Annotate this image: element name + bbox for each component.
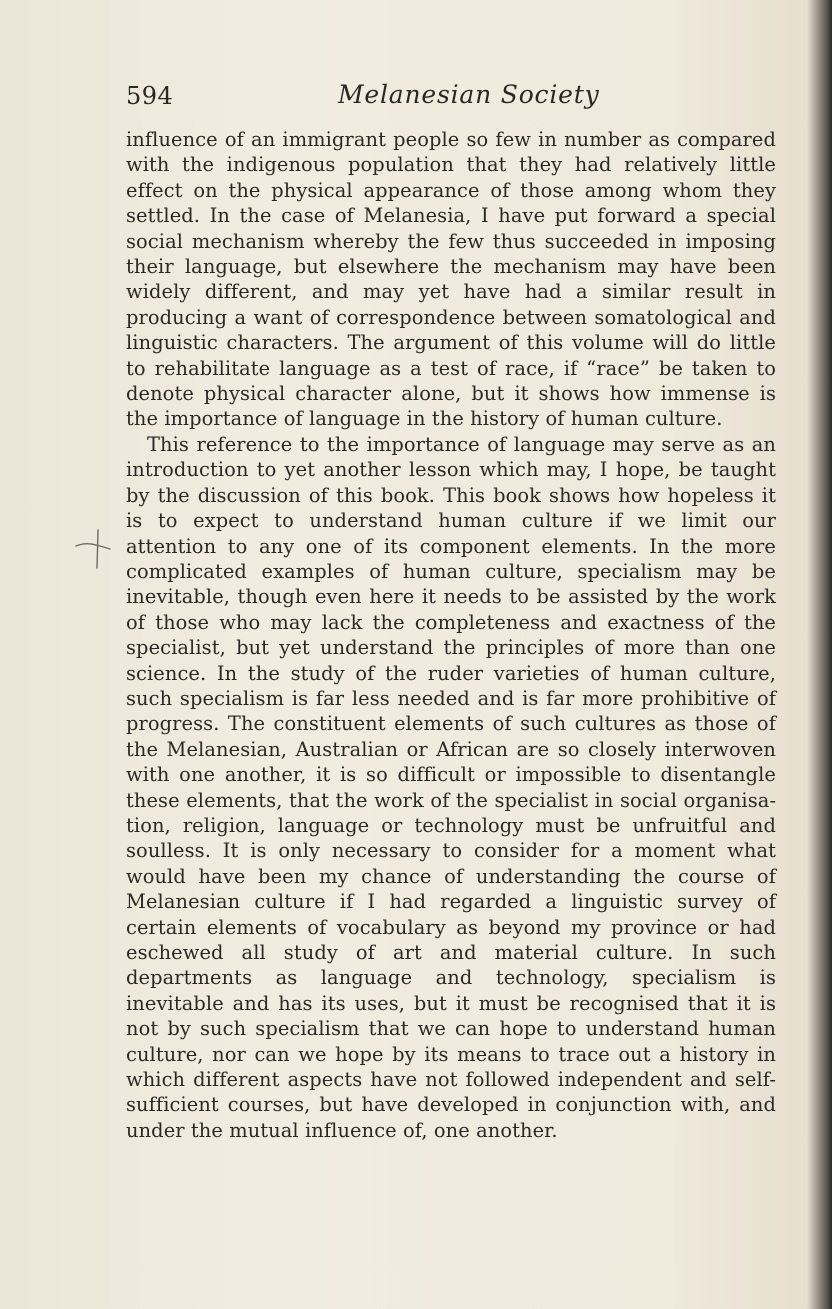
page-number: 594: [126, 82, 174, 110]
page-header: [126, 80, 776, 112]
paragraph-2: This reference to the importance of language may serve as an introduction to yet another lesson which may, I hope, be taught by the discussion of this book. This book shows how hopeless it is to expect to understand human culture if we limit our attention to any one of its component elements. In the more complicated examples of human culture, specialism may be inevitable, though even here it needs to be assisted by the work of those who may lack the completeness and exactness of the specialist, but yet understand the principles of more than one science. In the study of the ruder varieties of human culture, such specialism is far less needed and is far more prohibitive of progress. The constituent elements of such cultures as those of the Melanesian, Australian or African are so closely interwoven with one another, it is so difficult or impossible to disentangle these elements, that the work of the specialist in social organisation, religion, language or technology must be unfruitful and soulless. It is only necessary to consider for a moment what would have been my chance of understanding the course of Melanesian culture if I had regarded a linguistic survey of certain elements of vocabulary as beyond my province or had eschewed all study of art and material culture. In such departments as language and technology, specialism is inevitable and has its uses, but it must be recognised that it is not by such specialism that we can hope to understand human culture, nor can we hope by its means to trace out a history in which different aspects have not followed independent and self-sufficient courses, but have developed in conjunction with, and under the mutual influence of, one another.: [126, 432, 776, 1142]
pencil-cross-mark-icon: [72, 526, 112, 570]
running-head: Melanesian Society: [338, 80, 600, 109]
body-text: [126, 127, 776, 1143]
paragraph-1: influence of an immigrant people so few in number as compared with the indigenous population that they had relatively little effect on the physical appearance of those among whom they settled. In the case of Melanesia, I have put forward a special social mechanism whereby the few thus succeeded in imposing their language, but elsewhere the mechanism may have been widely different, and may yet have had a similar result in producing a want of correspondence between somatological and linguistic characters. The argument of this volume will do little to rehabilitate language as a test of race, if “race” be taken to denote physical character alone, but it shows how immense is the importance of language in the history of human culture.: [126, 128, 776, 431]
